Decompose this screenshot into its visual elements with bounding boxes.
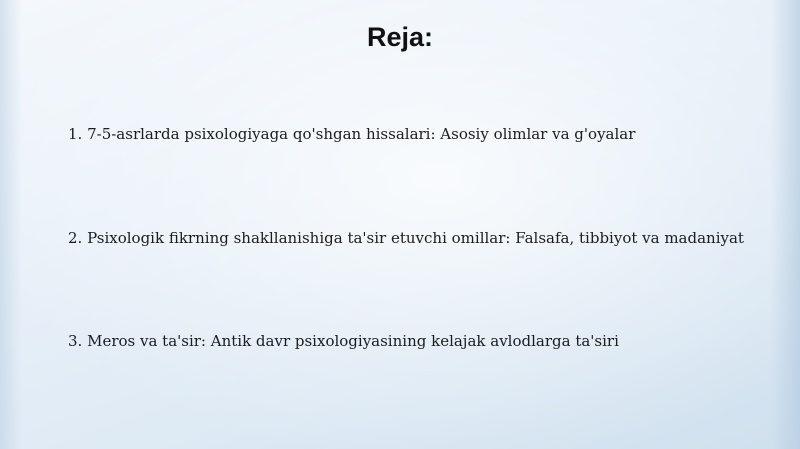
plan-item-2: 2. Psixologik fikrning shakllanishiga ta'sir etuvchi omillar: Falsafa, tibbiyot va madaniyat [68,229,744,247]
slide-title: Reja: [366,22,434,52]
plan-item-1: 1. 7-5-asrlarda psixologiyaga qo'shgan hissalari: Asosiy olimlar va g'oyalar [68,125,636,143]
slide-left-edge-shade [0,0,22,449]
slide-right-edge-shade [770,0,800,449]
plan-item-3: 3. Meros va ta'sir: Antik davr psixologiyasining kelajak avlodlarga ta'siri [68,332,619,350]
